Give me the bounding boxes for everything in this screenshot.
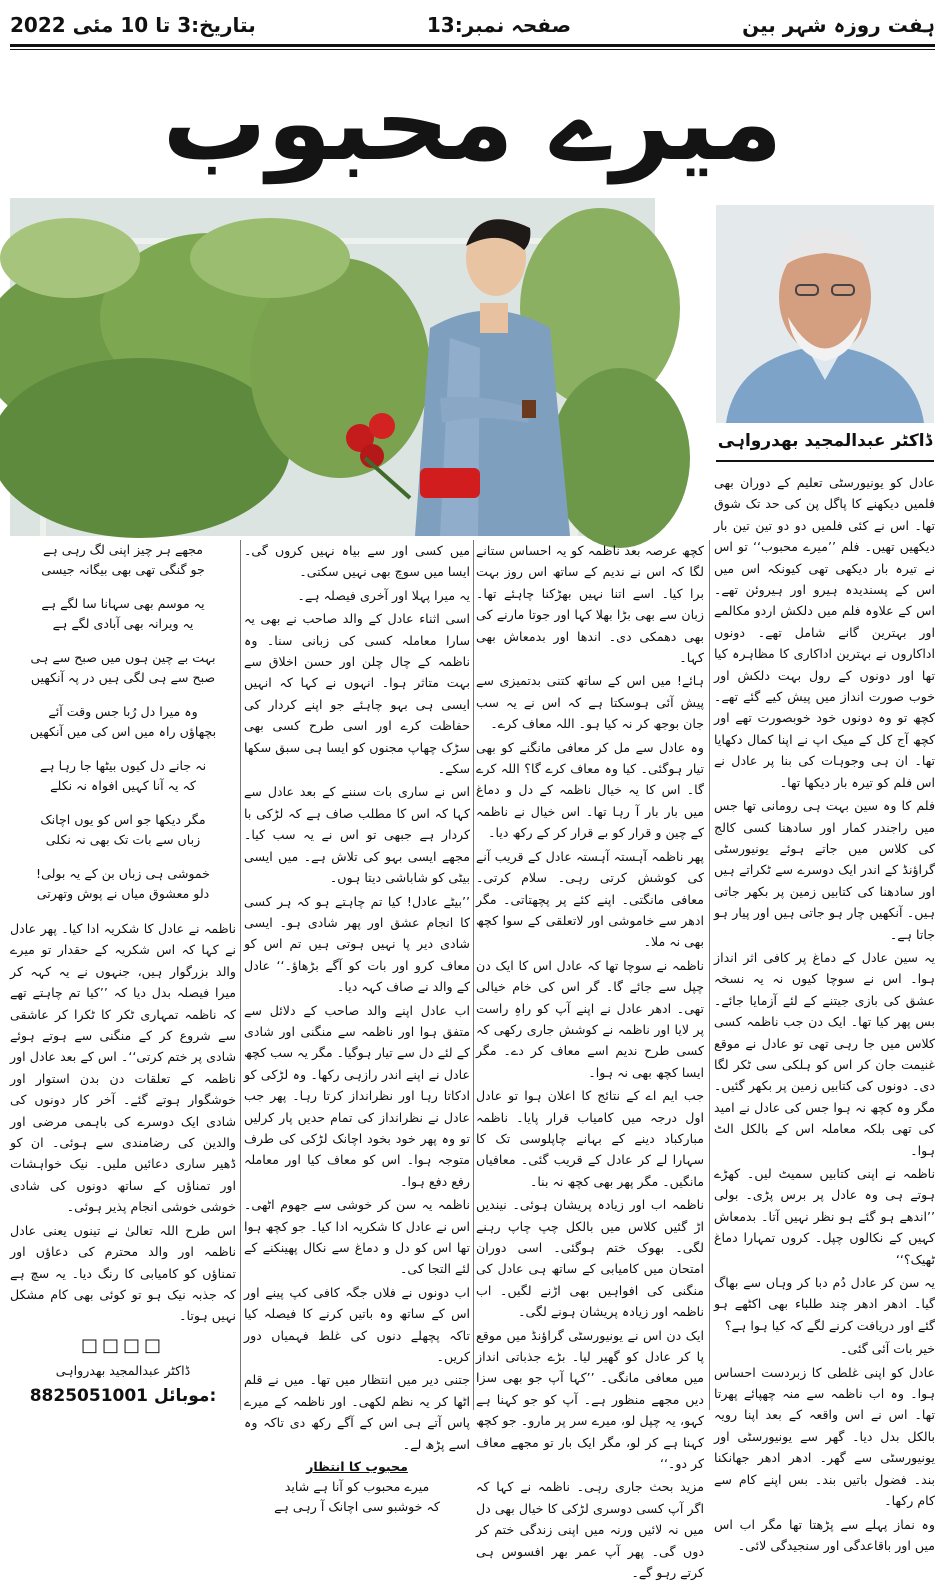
poem-line: زباں سے بات تک بھی نہ نکلی: [45, 832, 201, 847]
paragraph: خیر بات آئی گئی۔: [840, 1341, 935, 1357]
poem-line: کہ یہ آنا کہیں افواہ نہ نکلے: [50, 778, 196, 793]
paragraph: یہ میرا پہلا اور آخری فیصلہ ہے۔: [297, 587, 470, 603]
paragraph: کچھ عرصہ بعد ناظمہ کو یہ احساس ستانے لگا کہ اس نے ندیم کے ساتھ اس روز بہت برا کیا۔ اسے اتنا نہیں بھڑکنا چاہئے تھا۔ زبان سے بھی بڑا بھلا کہا اور جوتا مارنے کی بھی دھمکی دی۔ اندھا اور بدمعاش بھی کہا۔: [476, 543, 704, 666]
poem-line: صبح سے ہی لگی ہیں در پہ آنکھیں: [30, 670, 216, 685]
signature: ڈاکٹر عبدالمجید بھدرواہی: [55, 1363, 191, 1379]
paragraph: ایک دن اس نے یونیورسٹی گراؤنڈ میں موقع پا کر عادل کو گھیر لیا۔ بڑے جذباتی انداز میں معافی مانگی۔ ’’کہا آپ جو بھی سزا دیں مجھے منظور ہے۔ آپ کو جو کہنا ہے کہو، یہ چپل لو، میرے سر پر مارو۔ جو کچھ کہنا ہے کر لو، مگر ایک بار تو مجھے معاف کر دو۔‘‘: [476, 1327, 704, 1472]
paragraph: عادل کو یونیورسٹی تعلیم کے دوران بھی فلمیں دیکھنے کا پاگل پن کی حد تک شوق تھا۔ اس نے کئی فلمیں دو دو تین تین بار دیکھیں تھیں۔ فلم ’’میرے محبوب‘‘ تو اس نے تیرہ بار دیکھی تھی کیونکہ اس میں اس کے پسندیدہ ہیرو اور ہیروئن تھے۔ اس کے علاوہ فلم میں دلکش اردو مکالمے اور بہترین گانے شامل تھے۔ دونوں اداکاروں نے بہترین اداکاری کا مظاہرہ کیا تھا اور دونوں کے رول بہت دلکش اور خوب صورت انداز میں پیش کیے گئے تھے۔ کچھ تو وہ دونوں خود خوبصورت تھے اور کچھ آج کل کے میک اپ نے اپنا کمال دکھایا تھا۔ ان ہی وجوہات کی بنا پر عادل نے اس فلم کو تیرہ بار دیکھا تھا۔: [714, 475, 935, 790]
paragraph: ناظمہ یہ سن کر خوشی سے جھوم اٹھی۔ اس نے عادل کا شکریہ ادا کیا۔ جو کچھ ہوا تھا اس کو دل و دماغ سے نکال پھینکنے کے لئے التجا کی۔: [244, 1197, 470, 1277]
mobile-line: [10, 1386, 236, 1407]
newspaper-name: ہفت روزہ شہر بین: [742, 13, 935, 37]
paragraph: ہائے! میں اس کے ساتھ کتنی بدتمیزی سے پیش آئی ہوسکتا ہے کہ اس نے یہ سب جان بوجھ کر نہ کیا ہو۔ اللہ معاف کرے۔: [476, 673, 704, 732]
column-divider: [473, 540, 474, 1410]
paragraph: اس طرح اللہ تعالیٰ نے تینوں یعنی عادل ناظمہ اور والد محترم کی دعاؤں اور تمناؤں کو کامیابی کا رنگ دیا۔ یہ سچ ہے کہ جذبہ نیک ہو تو کوئی بھی کام مشکل نہیں ہوتا۔: [10, 1222, 236, 1324]
author-name: ڈاکٹر عبدالمجید بھدرواہی: [717, 431, 933, 451]
author-photo: [716, 205, 934, 423]
poem-line: مگر دیکھا جو اس کو یوں اچانک: [40, 812, 206, 827]
paragraph: یہ سین عادل کے دماغ پر کافی اثر انداز ہوا۔ اس نے سوچا کیوں نہ یہ نسخہ عشق کی بازی جیتنے کے لئے آزمایا جائے۔ بس پھر کیا تھا۔ ایک دن جب ناظمہ کسی کلاس میں جا رہی تھی تو عادل نے موقع غنیمت جان کر اس کو ہلکی سی ٹکر لگا دی۔ دونوں کی کتابیں زمین پر بکھر گئیں۔ مگر وہ کچھ نہ ہوا جس کی عادل نے امید کی تھی بلکہ معاملہ اس کے بالکل الٹ ہوا۔: [714, 949, 935, 1158]
article-column-1: [714, 472, 935, 1553]
article-title: میرے محبوب: [162, 62, 783, 184]
page-header: [10, 8, 935, 42]
page-number: صفحہ نمبر:13: [426, 13, 572, 37]
author-rule: [716, 460, 934, 462]
paragraph: ناظمہ نے اپنی کتابیں سمیٹ لیں۔ کھڑے ہوتے ہی وہ عادل پر برس پڑی۔ بولی ’’اندھے ہو گئے ہو نظر نہیں آتا۔ بدمعاش کہیں کے نکالوں چپل۔ کروں تمہارا دماغ ٹھیک؟‘‘: [714, 1166, 935, 1267]
author-portrait: [716, 205, 934, 423]
paragraph: پھر ناظمہ آہستہ آہستہ عادل کے قریب آنے کی کوشش کرتی رہی۔ سلام کرتی۔ معافی مانگتی۔ اپنے کئے پر پچھتاتی۔ مگر ادھر سے خاموشی اور لاتعلقی کے سوا کچھ بھی نہ ملا۔: [476, 848, 704, 950]
paragraph: ناظمہ نے سوچا تھا کہ عادل اس کا ایک دن چپل سے جائے گا۔ گر اس کی خام خیالی تھی۔ ادھر عادل نے اپنے آپ کو راہِ راست پر لایا اور ناظمہ نے کوشش جاری رکھی کہ کسی طرح ندیم اسے معاف کر دے۔ مگر ایسا کچھ بھی نہ ہوا۔: [476, 957, 704, 1080]
article-photo: [10, 198, 655, 536]
poem-line: خموشی ہی زباں بن کے یہ بولی!: [36, 866, 210, 881]
paragraph: ناظمہ نے عادل کا شکریہ ادا کیا۔ پھر عادل نے کہا کہ اس شکریہ کے حقدار تو میرے والد بزرگوار ہیں، جنہوں نے یہ کہہ کر میرا فیصلہ بدل دیا کہ ’’کیا تم چاہتے تھے کہ ناظمہ تمہاری ٹکر کا ٹکرا کر عاشقی سے شروع کر کے منگنی سے ہوتے ہوئے شادی پر ختم کرتی‘‘۔ اس کے بعد عادل اور ناظمہ کے تعلقات دن بدن استوار اور خوشگوار ہوتے گئے۔ آخر کار دونوں کی شادی ایک دوسرے کی باہمی مرضی اور والدین کی رضامندی سے ہوئی۔ ان کو ڈھیر ساری دعائیں ملیں۔ نیک خواہشات اور تمناؤں کے ساتھ دونوں کی شادی خوشی خوشی انجام پذیر ہوئی۔: [10, 921, 236, 1215]
paragraph: وہ نماز پہلے سے پڑھتا تھا مگر اب اس میں اور باقاعدگی اور سنجیدگی لائی۔: [714, 1516, 935, 1553]
paragraph: جتنی دیر میں انتظار میں تھا۔ میں نے قلم اٹھا کر یہ نظم لکھی۔ اور ناظمہ کے میرے پاس آتے ہی اس کے آگے رکھ دی تاکہ وہ اسے پڑھ لے۔: [244, 1372, 470, 1452]
paragraph: یہ سن کر عادل دُم دبا کر وہاں سے بھاگ گیا۔ ادھر ادھر چند طلباء بھی اکٹھے ہو گئے اور دریافت کرنے لگے کہ کیا ہوا ہے؟: [714, 1275, 935, 1333]
poem-line: کہ خوشبو سی اچانک آ رہی ہے: [274, 1499, 440, 1515]
paragraph: جب ایم اے کے نتائج کا اعلان ہوا تو عادل اول درجہ میں کامیاب قرار پایا۔ ناظمہ مبارکباد دینے کے بہانے چاپلوسی تک کا سہارا لے کر عادل کے قریب گئی۔ معافیاں مانگیں۔ مگر پھر بھی کچھ نہ بنا۔: [476, 1088, 704, 1189]
header-rule: [10, 44, 935, 47]
paragraph: میں کسی اور سے بیاہ نہیں کروں گی۔ ایسا میں سوچ بھی نہیں سکتی۔: [244, 543, 470, 580]
poem-line: وہ میرا دل رُبا جس وقت آئے: [48, 704, 198, 719]
paragraph: اسی اثناء عادل کے والد صاحب نے بھی یہ سارا معاملہ کسی کی زبانی سنا۔ وہ ناظمہ کے چال چلن اور حسن اخلاق سے بہت متاثر ہوا۔ انہوں نے کہا کہ انہیں ایسی ہی بہو چاہئے جو اپنے کردار کی حفاظت کرے اور اسی طرح کسی بھی سڑک چھاپ مجنوں کو ایسا ہی سبق سکھا سکے۔: [244, 611, 470, 777]
poem-line: بہت بے چین ہوں میں صبح سے ہی: [30, 650, 216, 665]
paragraph: ’’بیٹے عادل! کیا تم چاہتے ہو کہ ہر کسی کا انجام عشق اور پھر شادی ہو۔ ایسی شادی دیر پا نہیں ہوتی ہیں تم اس کو معاف کرو اور بات کو آگے بڑھاؤ۔‘‘ عادل کے والد نے صاف کہہ دیا۔: [244, 893, 470, 995]
poem-line: بچھاؤں راہ میں اس کی میں آنکھیں: [29, 724, 217, 739]
paragraph: اب عادل اپنے والد صاحب کے دلائل سے متفق ہوا اور ناظمہ سے منگنی اور شادی کے لئے دل سے تیار ہوگیا۔ مگر یہ سب کچھ عادل نے اپنے اندر رازہی رکھا۔ وہ لڑکی کو ادکاتا رہا اور نظرانداز کرتا رہا۔ پھر جب عادل نے نظرانداز کی تمام حدیں پار کرلیں تو وہ پھر خود بخود اچانک لڑکی کی طرف متوجہ ہوا۔ اس کو معاف کیا اور معاملہ رفع دفع ہوا۔: [244, 1002, 470, 1189]
paragraph: مزید بحث جاری رہی۔ ناظمہ نے کہا کہ اگر آپ کسی دوسری لڑکی کا خیال بھی دل میں نہ لائیں ورنہ میں اپنی زندگی ختم کر دوں گی۔ پھر آپ عمر بھر افسوس ہی کرتے رہو گے۔: [476, 1479, 704, 1581]
column-divider: [709, 540, 710, 1410]
poem-intro: [244, 1457, 470, 1517]
article-title-block: [10, 58, 935, 188]
mobile-label: موبائل:: [153, 1385, 217, 1406]
poem-line: دلو معشوق میاں نے پوش وتھرتی: [36, 886, 210, 901]
paragraph: عادل کو اپنی غلطی کا زبردست احساس ہوا۔ وہ اب ناظمہ سے منہ چھپائے پھرتا تھا۔ اس نے اس واقعہ کے بعد اپنا رویہ بالکل بدل دیا۔ گھر سے یونیورسٹی اور یونیورسٹی سے گھر۔ ادھر ادھر جھانکنا بند۔ فضول باتیں بند۔ بس اپنے کام سے کام رکھا۔: [714, 1364, 935, 1509]
poem-line: یہ ویرانہ بھی آبادی لگے ہے: [52, 616, 194, 631]
poem-line: میرے محبوب کو آنا ہے شاید: [284, 1479, 430, 1495]
column-divider: [240, 540, 241, 1410]
poem-line: جو گنگی تھی بھی بیگانہ جیسی: [41, 562, 205, 577]
paragraph: فلم کا وہ سین بہت ہی رومانی تھا جس میں راجندر کمار اور سادھنا کسی کالج کی کلاس میں جاتے ہوئے یونیورسٹی گراؤنڈ کے اندر ایک دوسرے سے ٹکراتے ہیں اور سادھنا کی کتابیں زمین پر بکھر جاتی ہیں۔ آنکھیں چار ہو جاتی ہیں اور پیار ہو جاتا ہے۔: [714, 798, 935, 942]
man-with-roses-photo: [10, 198, 655, 536]
end-marks: □□□□: [80, 1334, 166, 1356]
paragraph: اس نے ساری بات سننے کے بعد عادل سے کہا کہ اس کا مطلب صاف ہے کہ لڑکی با کردار ہے جبھی تو اس نے یہ سب کیا۔ مجھے ایسی بہو کی تلاش ہے۔ میں ایسی بیٹی کو شاباشی دیتا ہوں۔: [244, 784, 470, 886]
header-rule-thin: [10, 49, 935, 50]
paragraph: اب دونوں نے فلاں جگہ کافی کپ پینے اور اس کے ساتھ وہ باتیں کرنے کا فیصلہ کیا تاکہ پچھلے دنوں کی غلط فہمیاں دور کریں۔: [244, 1284, 470, 1365]
poem: [10, 540, 236, 904]
poem-title: محبوب کا انتظار: [306, 1459, 408, 1475]
poem-line: مجھے ہر چیز اپنی لگ رہی ہے: [42, 542, 204, 557]
paragraph: وہ عادل سے مل کر معافی مانگنے کو بھی تیار ہوگئی۔ کیا وہ معاف کرے گا؟ اللہ کرے گا۔ اس کا یہ خیال ناظمہ کے دل و دماغ میں بار بار آ رہا تھا۔ اس خیال نے ناظمہ کے چین و قرار کو بے قرار کر کے رکھ دیا۔: [476, 739, 704, 841]
issue-date: بتاریخ:3 تا 10 مئی 2022: [10, 13, 256, 37]
paragraph: ناظمہ اب اور زیادہ پریشان ہوئی۔ نیندیں اڑ گئیں کلاس میں بالکل چپ چاپ رہنے لگی۔ بھوک ختم ہوگئی۔ اسی دوران امتحان میں کامیابی کے ساتھ ہی عادل کی منگنی کی افواہیں بھی اڑنے لگیں۔ اب ناظمہ اور زیادہ پریشان ہونے لگی۔: [476, 1197, 704, 1320]
poem-line: یہ موسم بھی سہانا سا لگے ہے: [41, 596, 205, 611]
article-column-2: [476, 540, 704, 1581]
mobile-number: 8825051001: [29, 1385, 149, 1406]
article-column-4: [10, 540, 236, 1410]
article-column-3: [244, 540, 470, 1515]
poem-line: نہ جانے دل کیوں بیٹھا جا رہا ہے: [39, 758, 207, 773]
